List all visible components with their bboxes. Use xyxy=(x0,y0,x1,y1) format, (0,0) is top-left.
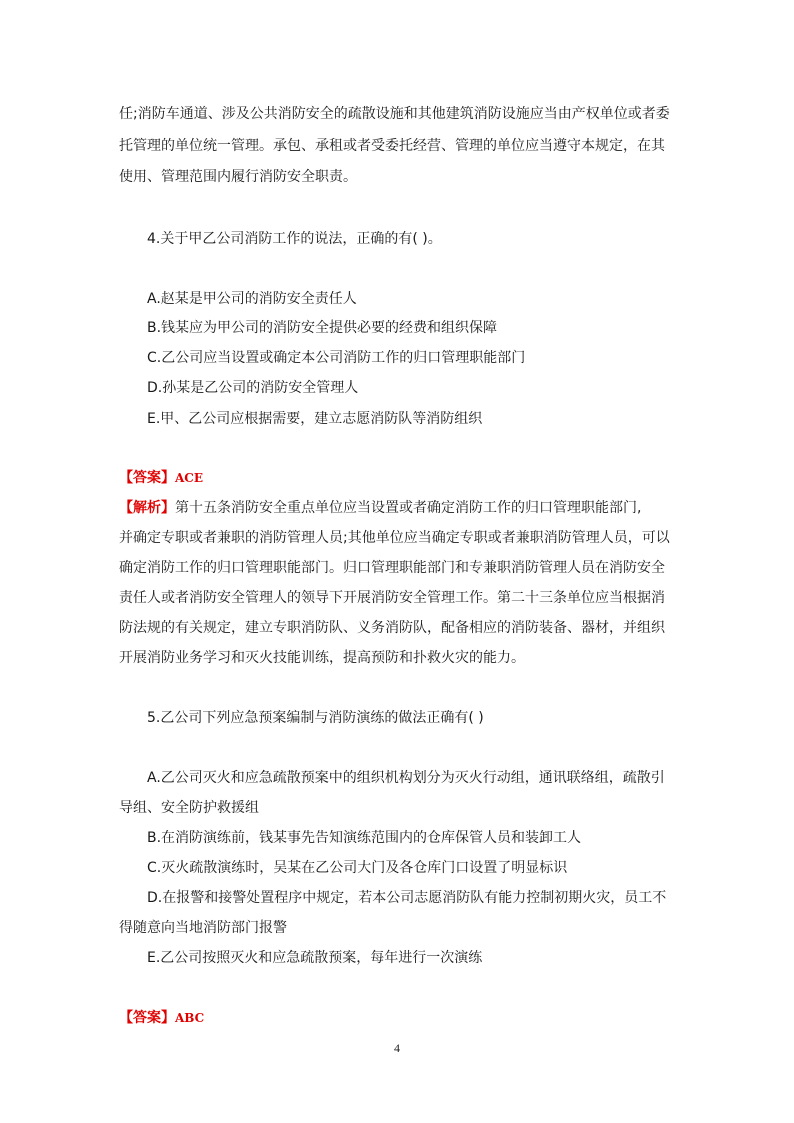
q5-option-d-line-1: D.在报警和接警处置程序中规定，若本公司志愿消防队有能力控制初期火灾，员工不 xyxy=(147,890,667,906)
q5-option-d-line-2: 得随意向当地消防部门报警 xyxy=(119,920,287,936)
page-number: 4 xyxy=(394,1041,400,1055)
q4-option-a: A.赵某是甲公司的消防安全责任人 xyxy=(147,291,357,307)
q5-option-a-line-2: 导组、安全防护救援组 xyxy=(119,800,259,816)
q4-answer xyxy=(119,468,679,488)
answer-value: ACE xyxy=(175,471,204,485)
q5-option-e: E.乙公司按照灭火和应急疏散预案，每年进行一次演练 xyxy=(147,950,483,966)
analysis-label: 【解析】 xyxy=(119,500,175,516)
q5-option-c: C.灭火疏散演练时，吴某在乙公司大门及各仓库门口设置了明显标识 xyxy=(147,860,568,876)
q4-analysis-line-1 xyxy=(119,498,679,518)
q4-analysis-line-4: 责任人或者消防安全管理人的领导下开展消防安全管理工作。第二十三条单位应当根据消 xyxy=(119,590,665,606)
q5-question: 5.乙公司下列应急预案编制与消防演练的做法正确有( ) xyxy=(147,710,484,726)
q4-option-d: D.孙某是乙公司的消防安全管理人 xyxy=(147,380,359,396)
q5-option-b: B.在消防演练前，钱某事先告知演练范围内的仓库保管人员和装卸工人 xyxy=(147,830,582,846)
q4-option-e: E.甲、乙公司应根据需要，建立志愿消防队等消防组织 xyxy=(147,411,483,427)
q4-analysis-line-6: 开展消防业务学习和灭火技能训练，提高预防和扑救火灾的能力。 xyxy=(119,650,525,666)
q4-analysis-line-2: 并确定专职或者兼职的消防管理人员;其他单位应当确定专职或者兼职消防管理人员，可以 xyxy=(119,530,670,546)
q5-option-a-line-1: A.乙公司灭火和应急疏散预案中的组织机构划分为灭火行动组，通讯联络组，疏散引 xyxy=(147,770,665,786)
q4-option-c: C.乙公司应当设置或确定本公司消防工作的归口管理职能部门 xyxy=(147,350,526,366)
q5-answer xyxy=(119,1008,679,1028)
intro-line-1: 任;消防车通道、涉及公共消防安全的疏散设施和其他建筑消防设施应当由产权单位或者委 xyxy=(119,106,670,122)
q4-analysis-line-3: 确定消防工作的归口管理职能部门。归口管理职能部门和专兼职消防管理人员在消防安全 xyxy=(119,560,665,576)
q4-question: 4.关于甲乙公司消防工作的说法，正确的有( )。 xyxy=(147,231,442,247)
q4-option-b: B.钱某应为甲公司的消防安全提供必要的经费和组织保障 xyxy=(147,320,498,336)
answer-label: 【答案】 xyxy=(119,470,175,486)
intro-line-2: 托管理的单位统一管理。承包、承租或者受委托经营、管理的单位应当遵守本规定，在其 xyxy=(119,138,665,154)
answer-value: ABC xyxy=(175,1011,205,1025)
intro-line-3: 使用、管理范围内履行消防安全职责。 xyxy=(119,169,357,185)
q4-analysis-line-5: 防法规的有关规定，建立专职消防队、义务消防队，配备相应的消防装备、器材，并组织 xyxy=(119,620,665,636)
analysis-text: 第十五条消防安全重点单位应当设置或者确定消防工作的归口管理职能部门, xyxy=(175,500,642,516)
answer-label: 【答案】 xyxy=(119,1010,175,1026)
